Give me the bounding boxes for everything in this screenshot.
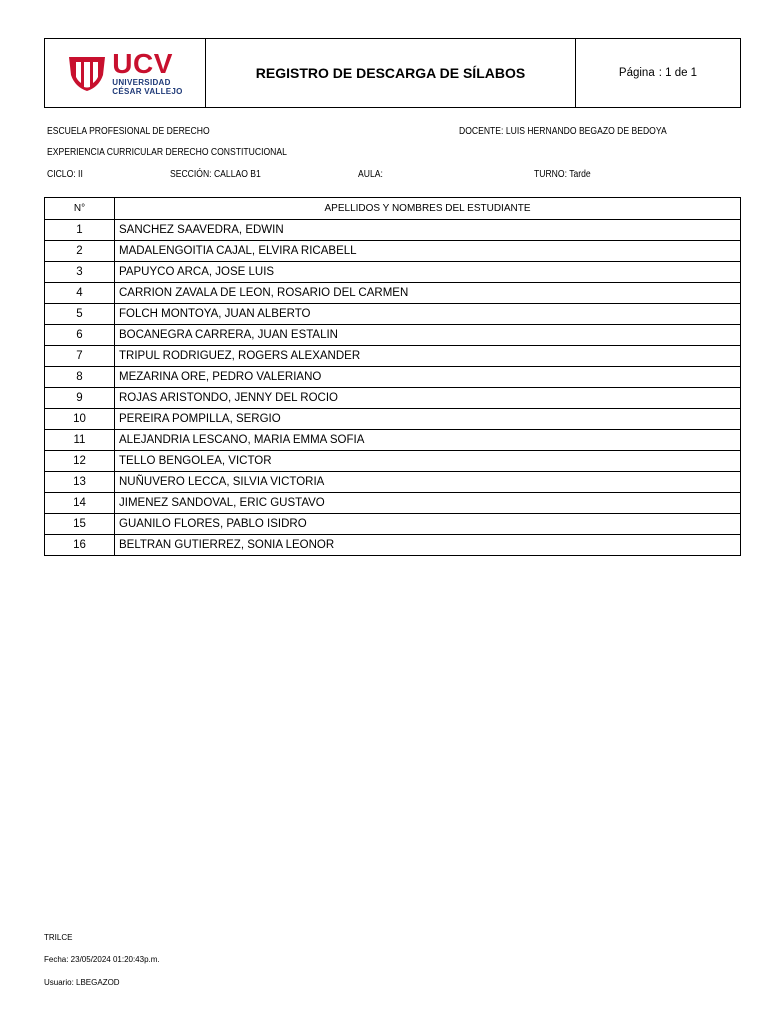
ciclo-line (47, 169, 89, 180)
table-row (45, 304, 741, 325)
student-name: MEZARINA ORE, PEDRO VALERIANO (115, 367, 741, 388)
docente-line (459, 126, 701, 137)
experiencia-text: EXPERIENCIA CURRICULAR DERECHO CONSTITUCIONAL (47, 147, 287, 158)
row-number: 8 (45, 367, 115, 388)
student-name: JIMENEZ SANDOVAL, ERIC GUSTAVO (115, 493, 741, 514)
column-header-name: APELLIDOS Y NOMBRES DEL ESTUDIANTE (115, 198, 741, 220)
page-value: : 1 de 1 (658, 67, 698, 79)
row-number: 12 (45, 451, 115, 472)
row-number: 7 (45, 346, 115, 367)
row-number: 2 (45, 241, 115, 262)
turno-text: TURNO: Tarde (534, 169, 591, 180)
student-name: FOLCH MONTOYA, JUAN ALBERTO (115, 304, 741, 325)
table-row (45, 493, 741, 514)
row-number: 13 (45, 472, 115, 493)
page-label: Página (618, 67, 655, 79)
ciclo-text: CICLO: II (47, 169, 83, 180)
table-row (45, 220, 741, 241)
table-row (45, 241, 741, 262)
page-indicator (576, 39, 740, 107)
student-name: CARRION ZAVALA DE LEON, ROSARIO DEL CARMEN (115, 283, 741, 304)
row-number: 1 (45, 220, 115, 241)
row-number: 3 (45, 262, 115, 283)
student-name: TELLO BENGOLEA, VICTOR (115, 451, 741, 472)
row-number: 11 (45, 430, 115, 451)
row-number: 4 (45, 283, 115, 304)
table-row (45, 367, 741, 388)
aula-text: AULA: (358, 169, 383, 180)
table-row (45, 514, 741, 535)
table-row (45, 430, 741, 451)
student-name: SANCHEZ SAAVEDRA, EDWIN (115, 220, 741, 241)
document-title: REGISTRO DE DESCARGA DE SÍLABOS (206, 39, 576, 107)
table-header-row (45, 198, 741, 220)
turno-line (534, 169, 600, 180)
seccion-line (170, 169, 276, 180)
aula-line (358, 169, 387, 180)
logo-cell (45, 39, 206, 107)
table-row (45, 451, 741, 472)
footer-system: TRILCE (44, 933, 73, 942)
student-name: MADALENGOITIA CAJAL, ELVIRA RICABELL (115, 241, 741, 262)
table-row (45, 388, 741, 409)
column-header-number: N° (45, 198, 115, 220)
row-number: 5 (45, 304, 115, 325)
student-name: ALEJANDRIA LESCANO, MARIA EMMA SOFIA (115, 430, 741, 451)
experiencia-line (47, 147, 326, 158)
logo-line-1: UNIVERSIDAD (112, 78, 171, 87)
seccion-text: SECCIÓN: CALLAO B1 (170, 169, 261, 180)
student-name: PAPUYCO ARCA, JOSE LUIS (115, 262, 741, 283)
student-name: PEREIRA POMPILLA, SERGIO (115, 409, 741, 430)
table-row (45, 409, 741, 430)
document-header (44, 38, 741, 108)
table-row (45, 346, 741, 367)
student-name: GUANILO FLORES, PABLO ISIDRO (115, 514, 741, 535)
row-number: 16 (45, 535, 115, 556)
table-row (45, 325, 741, 346)
ucv-shield-icon (67, 53, 107, 93)
student-name: BOCANEGRA CARRERA, JUAN ESTALIN (115, 325, 741, 346)
row-number: 15 (45, 514, 115, 535)
student-name: TRIPUL RODRIGUEZ, ROGERS ALEXANDER (115, 346, 741, 367)
logo-wordmark: UCV (112, 48, 173, 79)
table-row (45, 535, 741, 556)
student-name: NUÑUVERO LECCA, SILVIA VICTORIA (115, 472, 741, 493)
student-table (44, 197, 741, 556)
table-row (45, 472, 741, 493)
footer-user: Usuario: LBEGAZOD (44, 978, 120, 987)
student-name: BELTRAN GUTIERREZ, SONIA LEONOR (115, 535, 741, 556)
table-row (45, 283, 741, 304)
docente-text: DOCENTE: LUIS HERNANDO BEGAZO DE BEDOYA (459, 126, 667, 137)
footer-date: Fecha: 23/05/2024 01:20:43p.m. (44, 955, 160, 964)
row-number: 14 (45, 493, 115, 514)
row-number: 9 (45, 388, 115, 409)
row-number: 10 (45, 409, 115, 430)
table-row (45, 262, 741, 283)
university-logo (67, 50, 182, 96)
logo-line-2: CÉSAR VALLEJO (112, 87, 183, 96)
escuela-line (47, 126, 236, 137)
student-name: ROJAS ARISTONDO, JENNY DEL ROCIO (115, 388, 741, 409)
row-number: 6 (45, 325, 115, 346)
escuela-text: ESCUELA PROFESIONAL DE DERECHO (47, 126, 210, 137)
